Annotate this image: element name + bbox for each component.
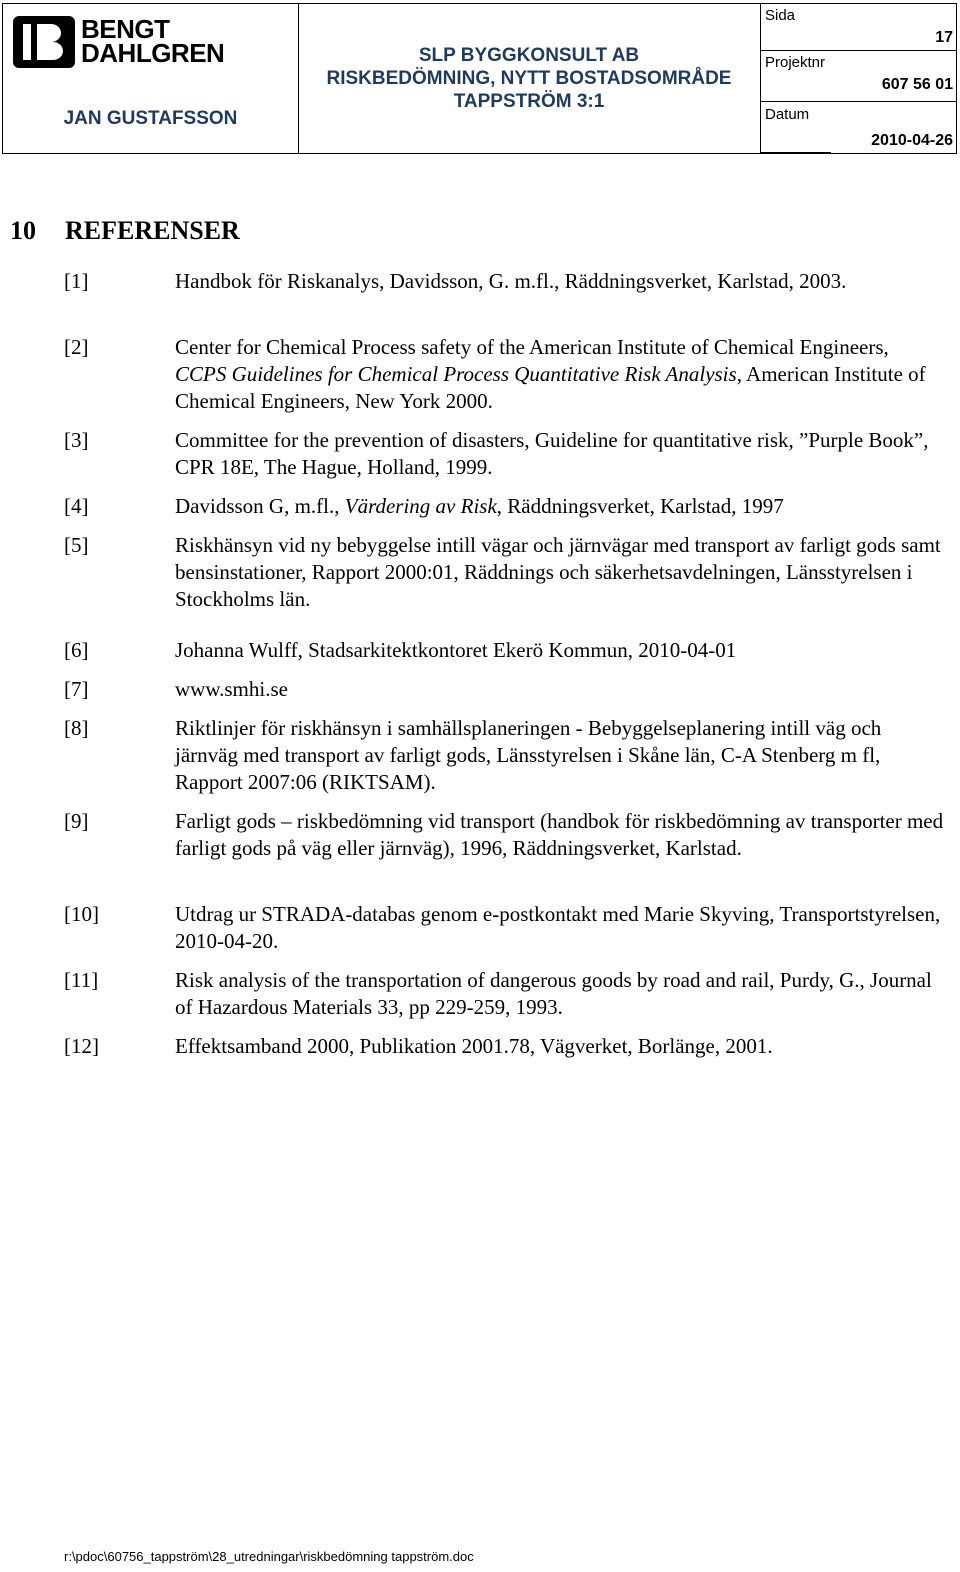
reference-number: [6] <box>64 638 89 662</box>
projektnr-label: Projektnr <box>765 54 826 71</box>
meta-divider <box>761 101 956 102</box>
reference-text-part: American Institute of Chemical Engineers, New York 2000. <box>175 362 926 413</box>
reference-item <box>64 334 944 415</box>
section-number: 10 <box>10 216 36 245</box>
header-meta-cell <box>761 4 956 153</box>
reference-text <box>175 493 944 520</box>
reference-text <box>175 268 944 295</box>
document-date: 2010-04-26 <box>871 132 953 149</box>
page-number: 17 <box>935 29 953 46</box>
reference-text <box>175 715 944 796</box>
meta-divider <box>761 50 956 51</box>
header-left-cell <box>3 4 299 153</box>
section-heading <box>10 216 240 246</box>
reference-text-part: , Räddningsverket, Karlstad, 1997 <box>496 494 784 518</box>
reference-text <box>175 334 944 415</box>
project-number: 607 56 01 <box>881 76 953 93</box>
sida-label: Sida <box>765 7 796 24</box>
reference-title-italic: CCPS Guidelines for Chemical Process Quantitative Risk Analysis, <box>175 362 742 386</box>
reference-text <box>175 808 944 862</box>
client-name: SLP BYGGKONSULT AB <box>418 45 640 66</box>
meta-divider <box>761 152 831 153</box>
reference-item <box>64 532 944 613</box>
reference-text-part: Riktlinjer för riskhänsyn i samhällsplaneringen - Bebyggelseplanering intill väg och järnväg med transport av farligt gods, Länsstyrelsen i Skåne län, C-A Stenberg m fl, Rapport 2007:06 (RIKTSAM). <box>175 716 882 794</box>
reference-text <box>175 676 944 703</box>
reference-text <box>175 901 944 955</box>
reference-text-part: Riskhänsyn vid ny bebyggelse intill vägar och järnvägar med transport av farligt gods samt bensinstationer, Rapport 2000:01, Räddnings och säkerhetsavdelningen, Länsstyrelsen i Stockholms län. <box>175 533 941 611</box>
reference-item <box>64 676 944 703</box>
reference-text-part: Handbok för Riskanalys, Davidsson, G. m.fl., Räddningsverket, Karlstad, 2003. <box>175 269 847 293</box>
reference-number: [2] <box>64 335 89 359</box>
reference-number: [9] <box>64 809 89 833</box>
reference-text <box>175 637 944 664</box>
reference-text-part: Risk analysis of the transportation of dangerous goods by road and rail, Purdy, G., Journal of Hazardous Materials 33, pp 229-259, 1993. <box>175 968 932 1019</box>
reference-text-part: www.smhi.se <box>175 677 288 701</box>
reference-text-part: Effektsamband 2000, Publikation 2001.78, Vägverket, Borlänge, 2001. <box>175 1034 773 1058</box>
author-name: JAN GUSTAFSSON <box>63 108 238 129</box>
reference-text <box>175 427 944 481</box>
reference-number: [3] <box>64 428 89 452</box>
section-title: REFERENSER <box>65 216 240 245</box>
reference-text <box>175 1033 944 1060</box>
logo-text-line2: DAHLGREN <box>81 38 225 68</box>
reference-number: [1] <box>64 269 89 293</box>
reference-item <box>64 1033 944 1060</box>
reference-item <box>64 637 944 664</box>
reference-text-part: Farligt gods – riskbedömning vid transport (handbok för riskbedömning av transporter med farligt gods på väg eller järnväg), 1996, Räddningsverket, Karlstad. <box>175 809 944 860</box>
reference-number: [5] <box>64 533 89 557</box>
reference-number: [11] <box>64 968 99 992</box>
reference-item <box>64 715 944 796</box>
reference-item <box>64 427 944 481</box>
datum-label: Datum <box>765 106 810 123</box>
reference-text <box>175 532 944 613</box>
reference-text-part: Committee for the prevention of disasters, Guideline for quantitative risk, ”Purple Book”, CPR 18E, The Hague, Holland, 1999. <box>175 428 929 479</box>
reference-text <box>175 967 944 1021</box>
reference-number: [10] <box>64 902 99 926</box>
document-subtitle: TAPPSTRÖM 3:1 <box>453 91 605 112</box>
reference-item <box>64 901 944 955</box>
file-path-footer: r:\pdoc\60756_tappström\28_utredningar\riskbedömning tappström.doc <box>64 1549 474 1564</box>
reference-item <box>64 268 944 295</box>
logo-text-line1: BENGT <box>81 14 170 44</box>
reference-item <box>64 808 944 862</box>
document-title: RISKBEDÖMNING, NYTT BOSTADSOMRÅDE <box>326 68 732 89</box>
reference-text-part: Johanna Wulff, Stadsarkitektkontoret Ekerö Kommun, 2010-04-01 <box>175 638 737 662</box>
reference-number: [7] <box>64 677 89 701</box>
reference-number: [12] <box>64 1034 99 1058</box>
reference-text-part: Center for Chemical Process safety of the American Institute of Chemical Engineers, <box>175 335 889 359</box>
reference-number: [4] <box>64 494 89 518</box>
reference-text-part: Davidsson G, m.fl., <box>175 494 345 518</box>
reference-number: [8] <box>64 716 89 740</box>
reference-item <box>64 493 944 520</box>
reference-text-part: Utdrag ur STRADA-databas genom e-postkontakt med Marie Skyving, Transportstyrelsen, 2010-04-20. <box>175 902 941 953</box>
page-header <box>2 3 957 154</box>
header-title-cell <box>298 4 761 153</box>
reference-title-italic: Värdering av Risk <box>344 494 497 518</box>
reference-item <box>64 967 944 1021</box>
